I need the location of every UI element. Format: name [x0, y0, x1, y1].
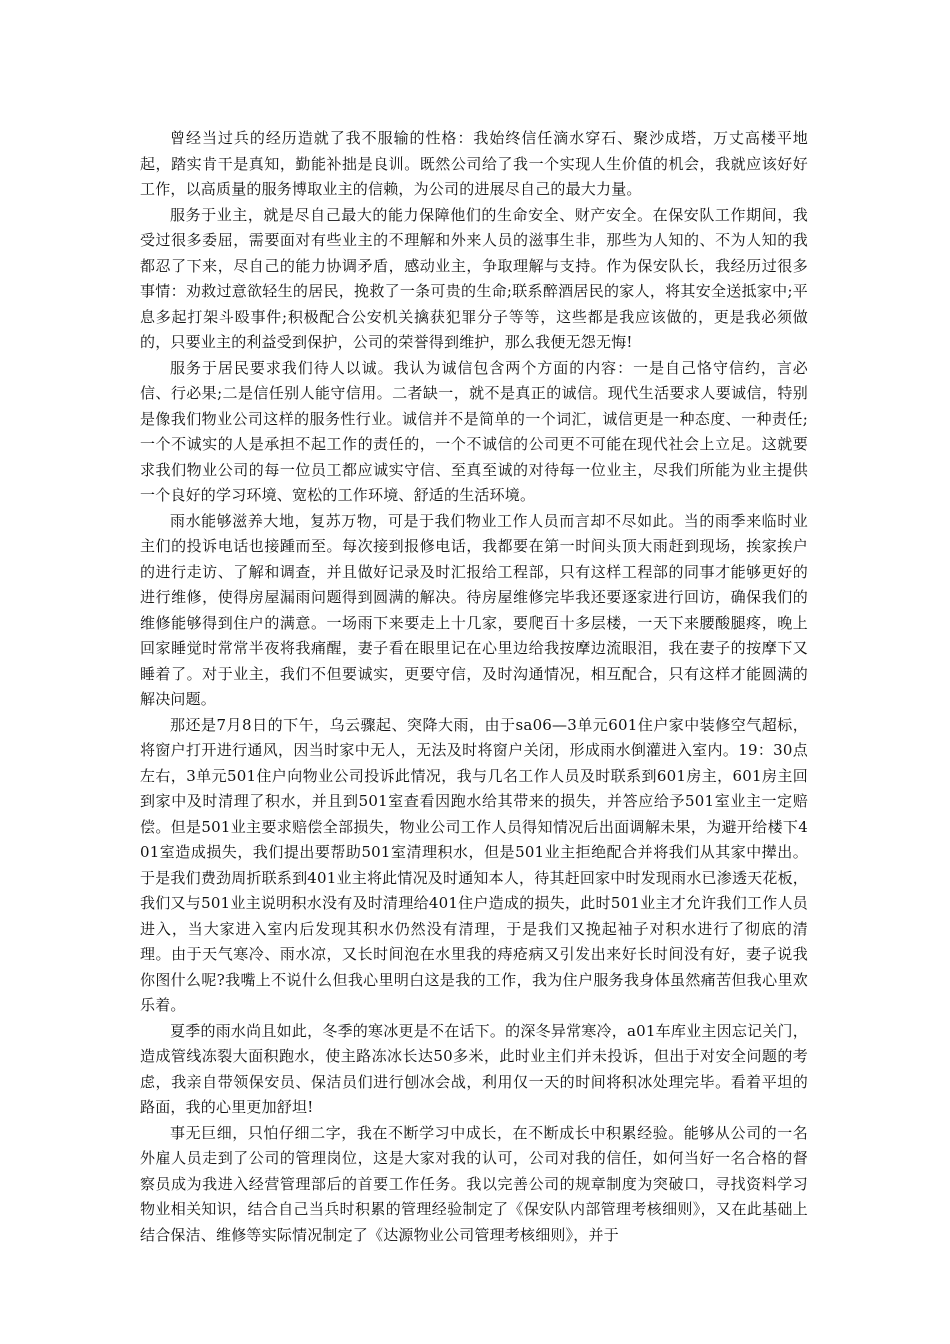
paragraph-rainy-season: 雨水能够滋养大地，复苏万物，可是于我们物业工作人员而言却不尽如此。当的雨季来临时业主们的投诉电话也接踵而至。每次接到报修电话，我都要在第一时间头顶大雨赶到现场，挨家挨户的进行走访、了解和调查，并且做好记录及时汇报给工程部，只有这样工程部的同事才能够更好的进行维修，使得房屋漏雨问题得到圆满的解决。待房屋维修完毕我还要逐家进行回访，确保我们的维修能够得到住户的满意。一场雨下来要走上十几家，要爬百十多层楼，一天下来腰酸腿疼，晚上回家睡觉时常常半夜将我痛醒，妻子看在眼里记在心里边给我按摩边流眼泪，我在妻子的按摩下又睡着了。对于业主，我们不但要诚实，更要守信，及时沟通情况，相互配合，只有这样才能圆满的解决问题。 — [140, 511, 808, 708]
paragraph-veteran-character: 曾经当过兵的经历造就了我不服输的性格：我始终信任滴水穿石、聚沙成塔，万丈高楼平地起，踏实肯干是真知，勤能补拙是良训。既然公司给了我一个实现人生价值的机会，我就应该好好工作，以高质量的服务博取业主的信赖，为公司的进展尽自己的最大力量。 — [140, 129, 808, 198]
paragraph-integrity: 服务于居民要求我们待人以诚。我认为诚信包含两个方面的内容：一是自己恪守信约，言必信、行必果;二是信任别人能守信用。二者缺一，就不是真正的诚信。现代生活要求人要诚信，特别是像我们物业公司这样的服务性行业。诚信并不是简单的一个词汇，诚信更是一种态度、一种责任;一个不诚实的人是承担不起工作的责任的，一个不诚信的公司更不可能在现代社会上立足。这就要求我们物业公司的每一位员工都应诚实守信、至真至诚的对待每一位业主，尽我们所能为业主提供一个良好的学习环境、宽松的工作环境、舒适的生活环境。 — [140, 358, 808, 504]
paragraph-management-role: 事无巨细，只怕仔细二字，我在不断学习中成长，在不断成长中积累经验。能够从公司的一名外雇人员走到了公司的管理岗位，这是大家对我的认可，公司对我的信任，如何当好一名合格的督察员成为我进入经营管理部后的首要工作任务。我以完善公司的规章制度为突破口，寻找资料学习物业相关知识，结合自己当兵时积累的管理经验制定了《保安队内部管理考核细则》，又在此基础上结合保洁、维修等实际情况制定了《达源物业公司管理考核细则》，并于 — [140, 1123, 808, 1244]
paragraph-winter-ice: 夏季的雨水尚且如此，冬季的寒冰更是不在话下。的深冬异常寒冷，a01车库业主因忘记关门，造成管线冻裂大面积跑水，使主路冻冰长达50多米，此时业主们并未投诉，但出于对安全问题的考虑，我亲自带领保安员、保洁员们进行刨冰会战，利用仅一天的时间将积冰处理完毕。看着平坦的路面，我的心里更加舒坦! — [140, 1021, 808, 1116]
paragraph-july-incident: 那还是7月8日的下午，乌云骤起、突降大雨，由于sa06—3单元601住户家中装修空气超标，将窗户打开进行通风，因当时家中无人，无法及时将窗户关闭，形成雨水倒灌进入室内。19：30点左右，3单元501住户向物业公司投诉此情况，我与几名工作人员及时联系到601房主，601房主回到家中及时清理了积水，并且到501室查看因跑水给其带来的损失，并答应给予501室业主一定赔偿。但是501业主要求赔偿全部损失，物业公司工作人员得知情况后出面调解未果，为避开给楼下401室造成损失，我们提出要帮助501室清理积水，但是501业主拒绝配合并将我们从其家中撵出。于是我们费劲周折联系到401业主将此情况及时通知本人，待其赶回家中时发现雨水已渗透天花板，我们又与501业主说明积水没有及时清理给401住户造成的损失，此时501业主才允许我们工作人员进入，当大家进入室内后发现其积水仍然没有清理，于是我们又挽起袖子对积水进行了彻底的清理。由于天气寒冷、雨水凉，又长时间泡在水里我的痔疮病又引发出来好长时间没有好，妻子说我你图什么呢?我嘴上不说什么但我心里明白这是我的工作，我为住户服务我身体虽然痛苦但我心里欢乐着。 — [140, 715, 808, 1014]
paragraph-serving-owners: 服务于业主，就是尽自己最大的能力保障他们的生命安全、财产安全。在保安队工作期间，我受过很多委屈，需要面对有些业主的不理解和外来人员的滋事生非，那些为人知的、不为人知的我都忍了下来，尽自己的能力协调矛盾，感动业主，争取理解与支持。作为保安队长，我经历过很多事情：劝救过意欲轻生的居民，挽救了一条可贵的生命;联系醉酒居民的家人，将其安全送抵家中;平息多起打架斗殴事件;积极配合公安机关擒获犯罪分子等等，这些都是我应该做的，更是我必须做的，只要业主的利益受到保护，公司的荣誉得到维护，那么我便无怨无悔! — [140, 205, 808, 351]
document-body — [140, 126, 808, 1248]
